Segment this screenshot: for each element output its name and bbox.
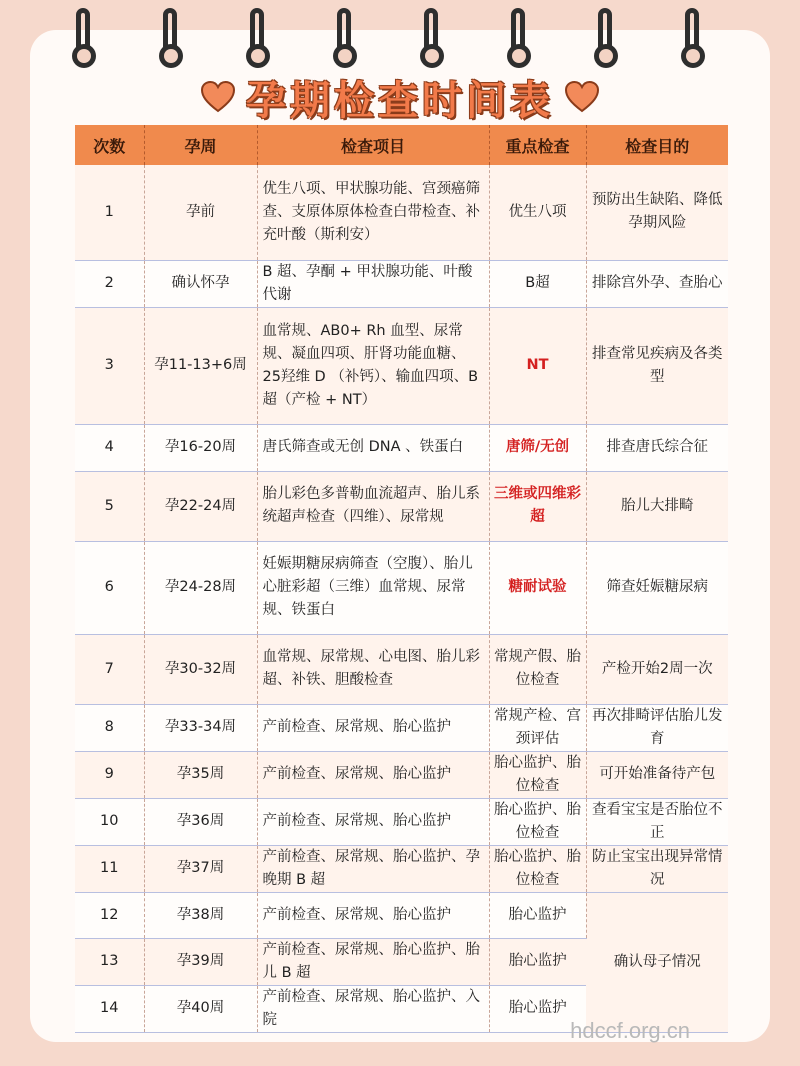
row-week: 孕11-13+6周 (144, 307, 257, 424)
row-week: 孕40周 (144, 985, 257, 1032)
row-week: 孕16-20周 (144, 424, 257, 471)
binder-ring (70, 8, 98, 70)
row-key-check: 胎心监护 (489, 892, 586, 938)
row-week: 孕39周 (144, 938, 257, 985)
row-purpose: 排查常见疾病及各类型 (586, 307, 728, 424)
row-purpose: 预防出生缺陷、降低孕期风险 (586, 165, 728, 260)
row-week: 孕33-34周 (144, 704, 257, 751)
page-title: 孕期检查时间表 (246, 77, 554, 124)
row-purpose: 再次排畸评估胎儿发育 (586, 704, 728, 751)
row-week: 孕前 (144, 165, 257, 260)
row-items: 产前检查、尿常规、胎心监护、入院 (257, 985, 489, 1032)
row-key-check: 常规产检、宫颈评估 (489, 704, 586, 751)
table-row (75, 424, 728, 471)
watermark: hdccf.org.cn (570, 1018, 690, 1043)
row-items: 胎儿彩色多普勒血流超声、胎儿系统超声检查（四维）、尿常规 (257, 471, 489, 541)
row-week: 孕30-32周 (144, 634, 257, 704)
checkup-table (75, 125, 728, 1033)
row-number: 4 (75, 424, 144, 471)
row-number: 2 (75, 260, 144, 307)
row-key-check: 胎心监护 (489, 985, 586, 1032)
binder-ring (418, 8, 446, 70)
heart-icon (564, 80, 600, 114)
binder-ring (157, 8, 185, 70)
row-purpose: 排除宫外孕、查胎心 (586, 260, 728, 307)
row-key-check: 优生八项 (489, 165, 586, 260)
row-items: 产前检查、尿常规、胎心监护 (257, 751, 489, 798)
row-items: 产前检查、尿常规、胎心监护 (257, 798, 489, 845)
row-week: 孕38周 (144, 892, 257, 938)
heart-icon (200, 80, 236, 114)
binder-ring (331, 8, 359, 70)
row-week: 孕35周 (144, 751, 257, 798)
row-purpose: 胎儿大排畸 (586, 471, 728, 541)
row-key-check: 三维或四维彩超 (489, 471, 586, 541)
row-week: 孕36周 (144, 798, 257, 845)
row-week: 孕24-28周 (144, 541, 257, 634)
binder-ring (592, 8, 620, 70)
row-items: 产前检查、尿常规、胎心监护 (257, 892, 489, 938)
table-row (75, 845, 728, 892)
table-row (75, 892, 728, 938)
row-number: 1 (75, 165, 144, 260)
row-week: 孕22-24周 (144, 471, 257, 541)
row-purpose: 防止宝宝出现异常情况 (586, 845, 728, 892)
title-banner (0, 72, 800, 122)
row-number: 13 (75, 938, 144, 985)
row-items: B 超、孕酮 + 甲状腺功能、叶酸代谢 (257, 260, 489, 307)
header-week: 孕周 (144, 125, 257, 165)
table-row (75, 704, 728, 751)
row-number: 12 (75, 892, 144, 938)
row-items: 优生八项、甲状腺功能、宫颈癌筛查、支原体原体检查白带检查、补充叶酸（斯利安） (257, 165, 489, 260)
row-items: 产前检查、尿常规、胎心监护、孕晚期 B 超 (257, 845, 489, 892)
row-key-check: 糖耐试验 (489, 541, 586, 634)
binder-rings (0, 8, 800, 78)
header-purpose: 检查目的 (586, 125, 728, 165)
row-number: 9 (75, 751, 144, 798)
row-items: 血常规、AB0+ Rh 血型、尿常规、凝血四项、肝肾功能血糖、25羟维 D （补钙）、输血四项、B 超（产检 + NT） (257, 307, 489, 424)
row-purpose: 产检开始2周一次 (586, 634, 728, 704)
row-week: 确认怀孕 (144, 260, 257, 307)
row-purpose: 可开始准备待产包 (586, 751, 728, 798)
table-row (75, 634, 728, 704)
row-items: 唐氏筛查或无创 DNA 、铁蛋白 (257, 424, 489, 471)
binder-ring (244, 8, 272, 70)
table-row (75, 165, 728, 260)
row-number: 7 (75, 634, 144, 704)
row-key-check: 胎心监护 (489, 938, 586, 985)
row-number: 10 (75, 798, 144, 845)
table-row (75, 541, 728, 634)
row-number: 11 (75, 845, 144, 892)
row-key-check: 常规产假、胎位检查 (489, 634, 586, 704)
row-number: 8 (75, 704, 144, 751)
table-row (75, 260, 728, 307)
row-items: 妊娠期糖尿病筛查（空腹）、胎儿心脏彩超（三维）血常规、尿常规、铁蛋白 (257, 541, 489, 634)
merged-purpose: 确认母子情况 (586, 892, 728, 1032)
row-number: 5 (75, 471, 144, 541)
table-row (75, 471, 728, 541)
row-key-check: NT (489, 307, 586, 424)
table-row (75, 798, 728, 845)
row-purpose: 排查唐氏综合征 (586, 424, 728, 471)
row-items: 血常规、尿常规、心电图、胎儿彩超、补铁、胆酸检查 (257, 634, 489, 704)
row-purpose: 筛查妊娠糖尿病 (586, 541, 728, 634)
row-number: 6 (75, 541, 144, 634)
row-items: 产前检查、尿常规、胎心监护、胎儿 B 超 (257, 938, 489, 985)
row-number: 3 (75, 307, 144, 424)
row-key-check: 唐筛/无创 (489, 424, 586, 471)
binder-ring (505, 8, 533, 70)
header-items: 检查项目 (257, 125, 489, 165)
row-week: 孕37周 (144, 845, 257, 892)
table-header-row (75, 125, 728, 165)
binder-ring (679, 8, 707, 70)
table-row (75, 307, 728, 424)
row-key-check: 胎心监护、胎位检查 (489, 845, 586, 892)
row-key-check: 胎心监护、胎位检查 (489, 751, 586, 798)
row-number: 14 (75, 985, 144, 1032)
header-count: 次数 (75, 125, 144, 165)
row-key-check: 胎心监护、胎位检查 (489, 798, 586, 845)
row-items: 产前检查、尿常规、胎心监护 (257, 704, 489, 751)
header-key-check: 重点检查 (489, 125, 586, 165)
row-key-check: B超 (489, 260, 586, 307)
table-row (75, 751, 728, 798)
row-purpose: 查看宝宝是否胎位不正 (586, 798, 728, 845)
